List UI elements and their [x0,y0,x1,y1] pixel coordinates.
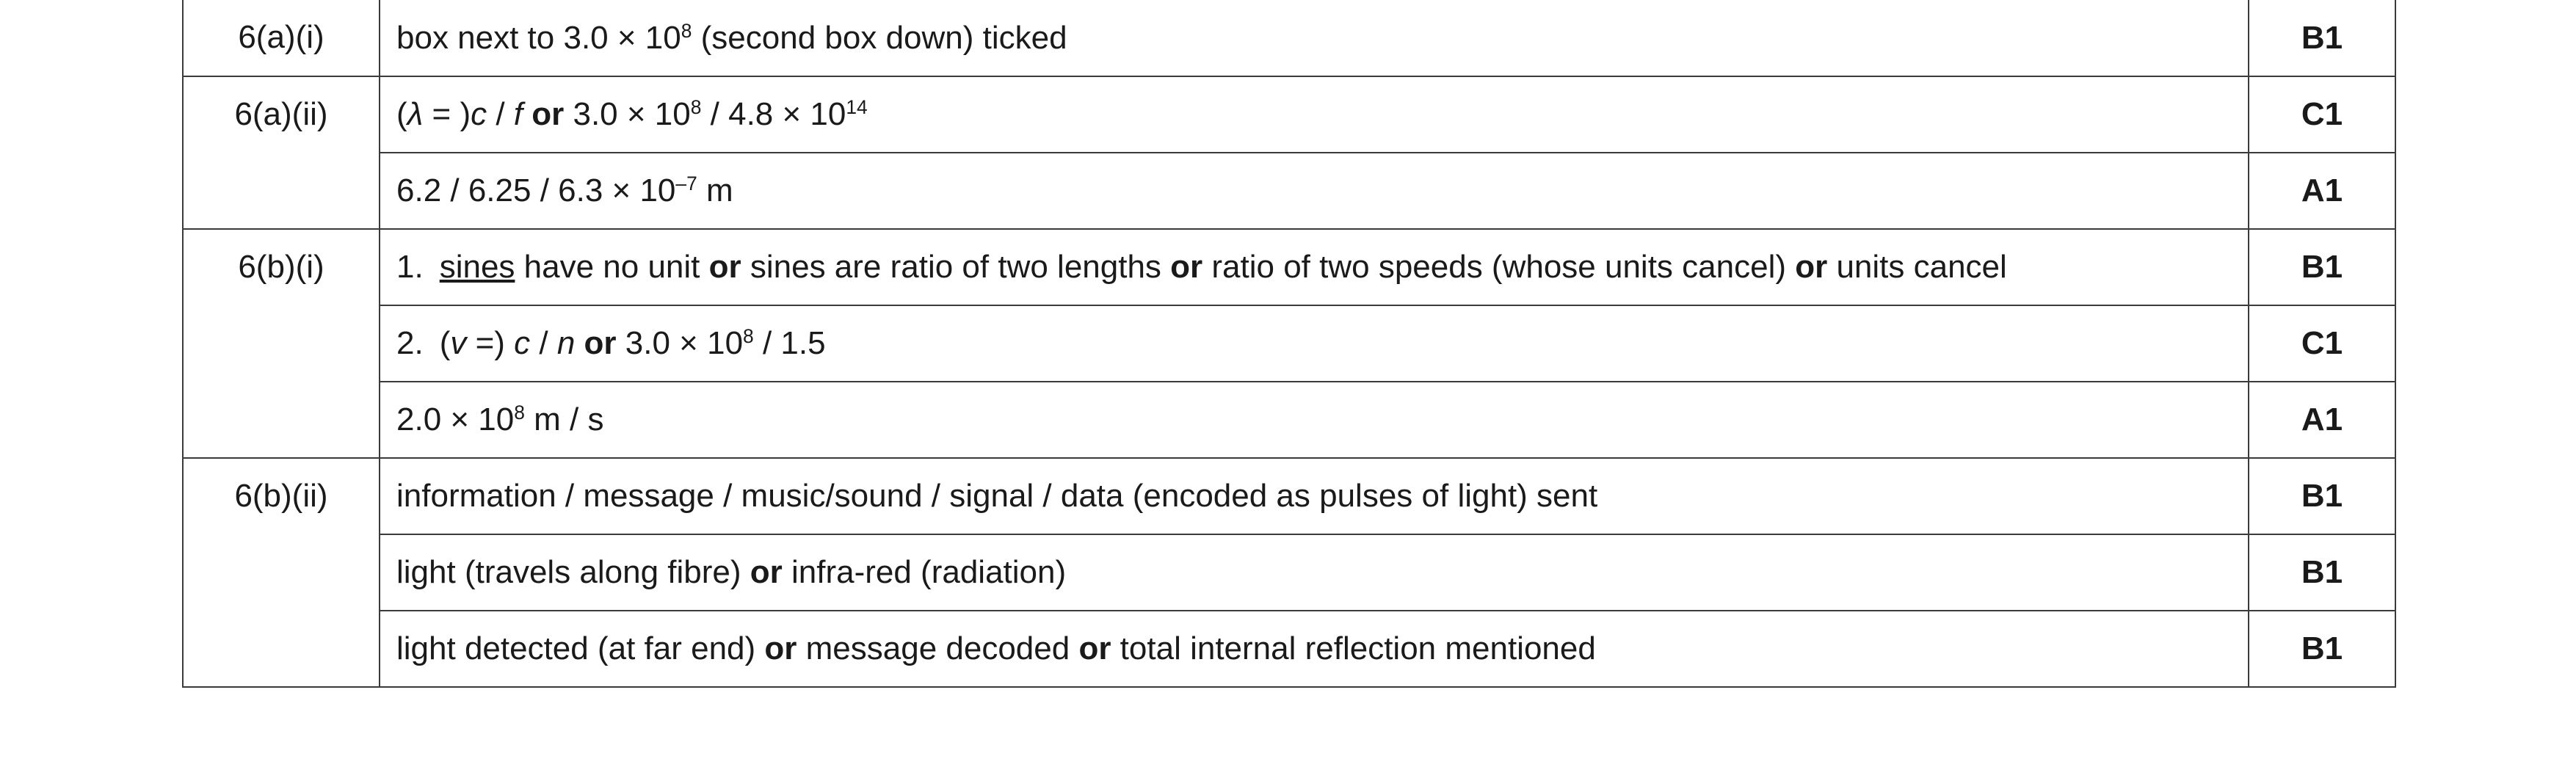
answer-cell: 1. sines have no unit or sines are ratio of two lengths or ratio of two speeds (whose units cancel) or units cancel [380,229,2249,305]
answer-cell: $6.2 / 6.25 / 6.3 \times 10^{-7}$ m [380,153,2249,229]
mark-cell: B1 [2249,458,2395,534]
table-row [183,229,2395,305]
mark-cell: B1 [2249,534,2395,611]
mark-cell: A1 [2249,382,2395,458]
table-row [183,611,2395,687]
mark-cell: C1 [2249,305,2395,382]
mark-cell: C1 [2249,76,2395,153]
table-row [183,153,2395,229]
table-row [183,382,2395,458]
question-number: 6(a)(i) [183,0,380,76]
answer-cell: information / message / music/sound / signal / data (encoded as pulses of light) sent [380,458,2249,534]
table-row [183,534,2395,611]
table-row [183,458,2395,534]
mark-cell: B1 [2249,0,2395,76]
question-number: 6(a)(ii) [183,76,380,229]
mark-scheme-table [182,0,2396,688]
answer-cell: box next to $3.0 \times 10^8$ (second box down) ticked [380,0,2249,76]
question-number: 6(b)(i) [183,229,380,458]
table-row [183,305,2395,382]
answer-cell: light (travels along fibre) or infra-red (radiation) [380,534,2249,611]
answer-cell: (λ = )c / f or $3.0 \times 10^8 / 4.8 \times 10^{14}$ [380,76,2249,153]
table-row [183,0,2395,76]
mark-cell: A1 [2249,153,2395,229]
answer-cell: 2. (v =) c / n or $3.0 \times 10^8 / 1.5$ [380,305,2249,382]
answer-cell: light detected (at far end) or message decoded or total internal reflection mentioned [380,611,2249,687]
table-row [183,76,2395,153]
answer-cell: $2.0 \times 10^8$ m / s [380,382,2249,458]
question-number: 6(b)(ii) [183,458,380,687]
mark-cell: B1 [2249,611,2395,687]
mark-cell: B1 [2249,229,2395,305]
